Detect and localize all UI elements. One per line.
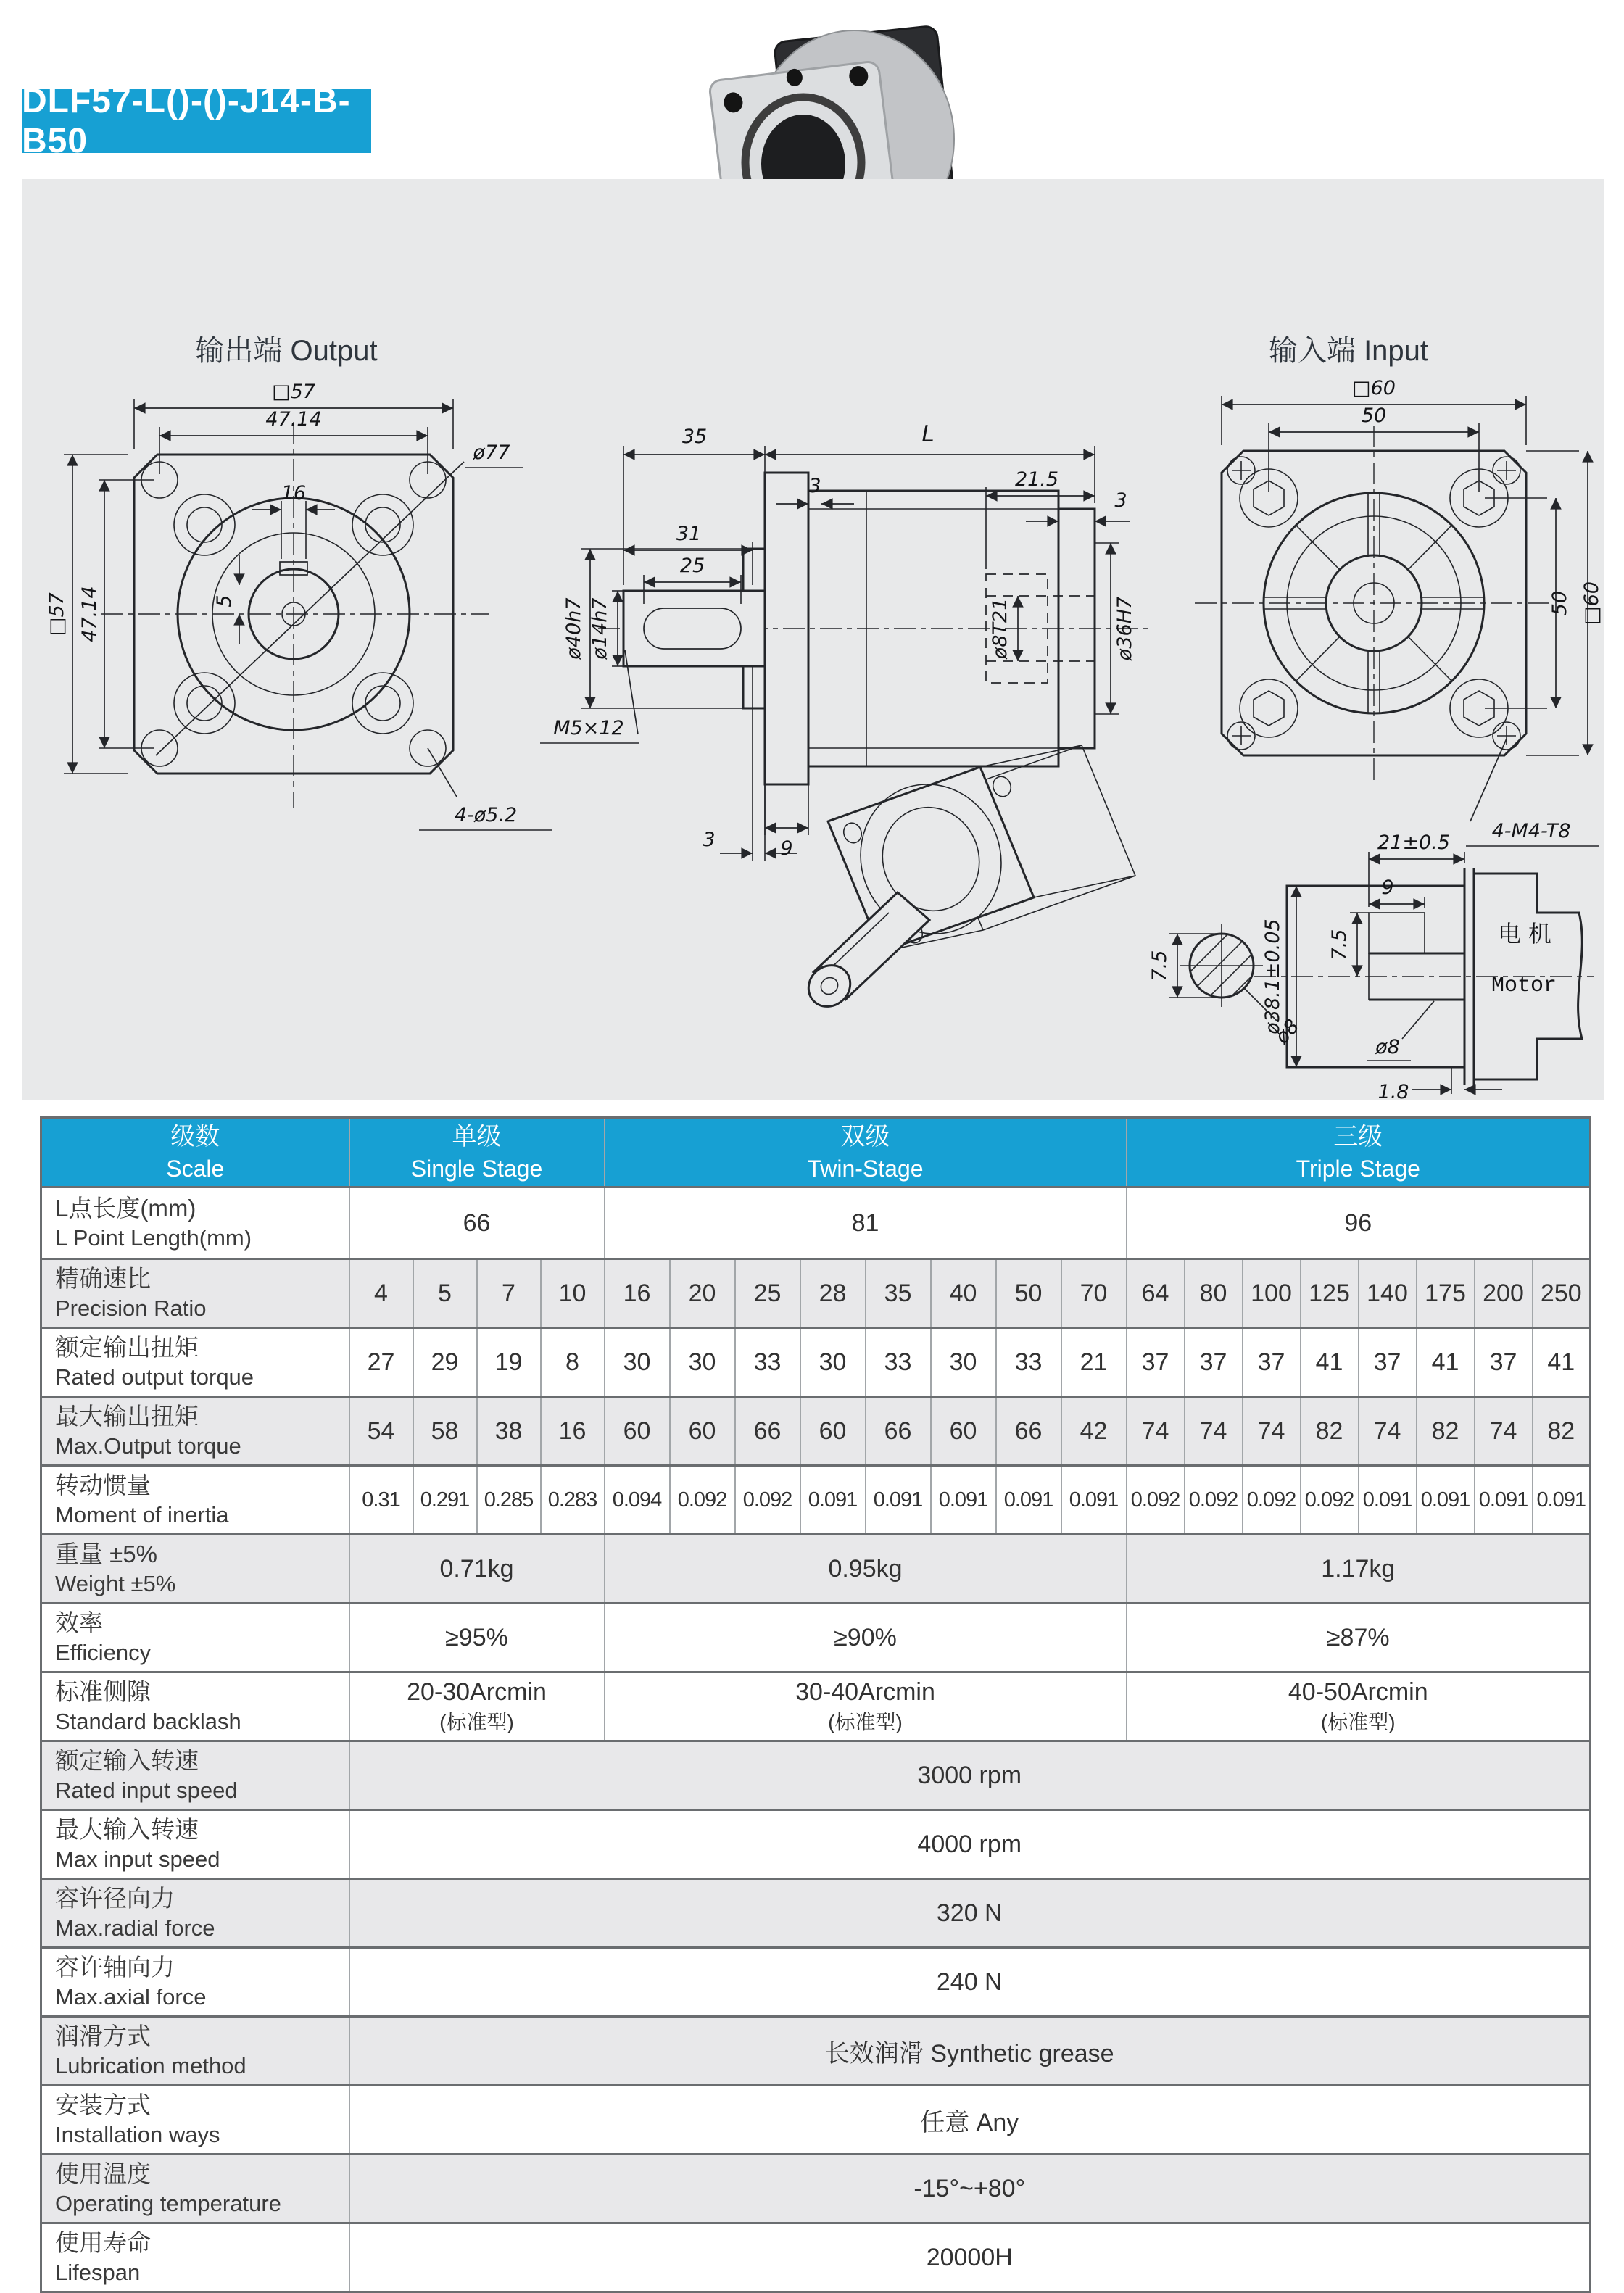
full-value-cell: 任意 Any <box>349 2086 1591 2155</box>
value-cell: 16 <box>605 1259 670 1328</box>
full-value-cell: -15°~+80° <box>349 2155 1591 2223</box>
value-cell: 50 <box>996 1259 1061 1328</box>
value-cell: 0.092 <box>670 1466 735 1535</box>
input-front-view <box>1195 377 1603 846</box>
group-value-cell: ≥87% <box>1127 1604 1591 1672</box>
value-cell: 0.091 <box>1475 1466 1533 1535</box>
value-cell: 0.092 <box>1243 1466 1301 1535</box>
side-section-view <box>540 421 1149 861</box>
value-cell: 64 <box>1127 1259 1185 1328</box>
spec-table <box>40 1116 1591 2293</box>
value-cell: 0.091 <box>996 1466 1061 1535</box>
group-value-cell: ≥90% <box>605 1604 1127 1672</box>
table-row <box>41 1187 1591 1259</box>
value-cell: 0.091 <box>800 1466 866 1535</box>
value-cell: 0.094 <box>605 1466 670 1535</box>
value-cell: 74 <box>1185 1397 1243 1466</box>
value-cell: 60 <box>605 1397 670 1466</box>
value-cell: 5 <box>413 1259 477 1328</box>
value-cell: 0.092 <box>1127 1466 1185 1535</box>
value-cell: 0.092 <box>1185 1466 1243 1535</box>
value-cell: 74 <box>1359 1397 1417 1466</box>
group-value-cell: 96 <box>1127 1187 1591 1259</box>
dim-sec-31: 31 <box>676 523 702 545</box>
row-label: 安装方式 Installation ways <box>41 2086 349 2155</box>
dim-sec-m5x12: M5×12 <box>553 717 624 739</box>
table-row <box>41 1741 1591 1810</box>
value-cell: 41 <box>1417 1328 1475 1397</box>
value-cell: 175 <box>1417 1259 1475 1328</box>
value-cell: 16 <box>541 1397 605 1466</box>
value-cell: 0.091 <box>1417 1466 1475 1535</box>
value-cell: 35 <box>866 1259 931 1328</box>
dim-input-screws: 4-M4-T8 <box>1491 820 1571 842</box>
value-cell: 0.091 <box>1061 1466 1127 1535</box>
full-value-cell: 3000 rpm <box>349 1741 1591 1810</box>
table-row <box>41 1672 1591 1741</box>
header-scale: 级数 Scale <box>41 1118 349 1187</box>
value-cell: 27 <box>349 1328 413 1397</box>
table-row <box>41 2086 1591 2155</box>
table-row <box>41 1466 1591 1535</box>
dim-det-21: 21±0.5 <box>1378 832 1450 854</box>
output-section-title: 输出端 Output <box>195 335 378 367</box>
value-cell: 38 <box>477 1397 541 1466</box>
dim-sec-25: 25 <box>679 555 705 577</box>
dim-sec-3c: 3 <box>703 829 716 851</box>
output-front-view <box>46 381 552 830</box>
value-cell: 0.091 <box>1533 1466 1591 1535</box>
dim-input-50-top: 50 <box>1361 405 1387 427</box>
dim-input-50-right: 50 <box>1549 590 1571 616</box>
value-cell: 30 <box>605 1328 670 1397</box>
value-cell: 0.291 <box>413 1466 477 1535</box>
value-cell: 82 <box>1301 1397 1359 1466</box>
group-value-cell: ≥95% <box>349 1604 605 1672</box>
header-group-0: 单级 Single Stage <box>349 1118 605 1187</box>
value-cell: 37 <box>1475 1328 1533 1397</box>
motor-label-en: Motor <box>1491 974 1557 998</box>
dim-sec-dia8t21: ø8T21 <box>989 597 1011 660</box>
drawing-panel <box>22 179 1604 1100</box>
value-cell: 0.091 <box>866 1466 931 1535</box>
value-cell: 33 <box>735 1328 800 1397</box>
table-row <box>41 1328 1591 1397</box>
value-cell: 41 <box>1301 1328 1359 1397</box>
value-cell: 66 <box>735 1397 800 1466</box>
value-cell: 0.092 <box>1301 1466 1359 1535</box>
value-cell: 30 <box>931 1328 996 1397</box>
full-value-cell: 长效润滑 Synthetic grease <box>349 2017 1591 2086</box>
row-label: 最大输入转速 Max input speed <box>41 1810 349 1879</box>
row-label: 使用温度 Operating temperature <box>41 2155 349 2223</box>
value-cell: 4 <box>349 1259 413 1328</box>
value-cell: 37 <box>1359 1328 1417 1397</box>
technical-drawings <box>22 179 1604 1100</box>
row-label: 额定输入转速 Rated input speed <box>41 1741 349 1810</box>
row-label: 容许轴向力 Max.axial force <box>41 1948 349 2017</box>
dim-det-75: 7.5 <box>1328 929 1351 961</box>
dim-output-4714-top: 47.14 <box>265 408 322 431</box>
dim-det-9: 9 <box>1381 876 1394 899</box>
full-value-cell: 320 N <box>349 1879 1591 1948</box>
value-cell: 74 <box>1243 1397 1301 1466</box>
table-row <box>41 1259 1591 1328</box>
header-group-1: 双级 Twin-Stage <box>605 1118 1127 1187</box>
value-cell: 66 <box>996 1397 1061 1466</box>
dim-output-holes: 4-ø5.2 <box>454 804 518 826</box>
table-row <box>41 1879 1591 1948</box>
table-row <box>41 2223 1591 2292</box>
dim-det-18: 1.8 <box>1378 1081 1409 1100</box>
table-header-row <box>41 1118 1591 1187</box>
table-row <box>41 1810 1591 1879</box>
dim-sec-L: L <box>921 421 935 447</box>
value-cell: 33 <box>866 1328 931 1397</box>
value-cell: 30 <box>800 1328 866 1397</box>
dim-det-75b: 7.5 <box>1148 950 1171 982</box>
value-cell: 29 <box>413 1328 477 1397</box>
value-cell: 0.091 <box>931 1466 996 1535</box>
dim-output-dia77: ø77 <box>473 441 510 464</box>
value-cell: 21 <box>1061 1328 1127 1397</box>
dim-det-dia381: ø38.1±0.05 <box>1262 919 1284 1034</box>
value-cell: 74 <box>1475 1397 1533 1466</box>
row-label: 效率 Efficiency <box>41 1604 349 1672</box>
dim-sec-3b: 3 <box>1114 489 1127 512</box>
group-value-cell: 66 <box>349 1187 605 1259</box>
row-label: 额定输出扭矩 Rated output torque <box>41 1328 349 1397</box>
table-row <box>41 1948 1591 2017</box>
table-row <box>41 2155 1591 2223</box>
value-cell: 0.283 <box>541 1466 605 1535</box>
dim-sec-dia36h7: ø36H7 <box>1114 596 1136 661</box>
group-value-cell: 0.71kg <box>349 1535 605 1604</box>
value-cell: 0.31 <box>349 1466 413 1535</box>
dim-det-dia8: ø8 <box>1375 1036 1400 1058</box>
table-row <box>41 2017 1591 2086</box>
value-cell: 60 <box>931 1397 996 1466</box>
value-cell: 41 <box>1533 1328 1591 1397</box>
value-cell: 30 <box>670 1328 735 1397</box>
dim-output-16: 16 <box>281 482 307 505</box>
row-label: 重量 ±5% Weight ±5% <box>41 1535 349 1604</box>
value-cell: 25 <box>735 1259 800 1328</box>
value-cell: 100 <box>1243 1259 1301 1328</box>
dim-output-5: 5 <box>213 594 236 608</box>
value-cell: 42 <box>1061 1397 1127 1466</box>
value-cell: 200 <box>1475 1259 1533 1328</box>
value-cell: 0.091 <box>1359 1466 1417 1535</box>
value-cell: 140 <box>1359 1259 1417 1328</box>
header-group-2: 三级 Triple Stage <box>1127 1118 1591 1187</box>
group-value-cell: 40-50Arcmin (标准型) <box>1127 1672 1591 1741</box>
row-label: 标准侧隙 Standard backlash <box>41 1672 349 1741</box>
value-cell: 37 <box>1127 1328 1185 1397</box>
group-value-cell: 20-30Arcmin (标准型) <box>349 1672 605 1741</box>
group-value-cell: 81 <box>605 1187 1127 1259</box>
motor-label-zh: 电机 <box>1497 921 1559 947</box>
value-cell: 37 <box>1185 1328 1243 1397</box>
table-row <box>41 1604 1591 1672</box>
row-label: 容许径向力 Max.radial force <box>41 1879 349 1948</box>
dim-sec-dia14h7: ø14h7 <box>589 597 611 660</box>
value-cell: 40 <box>931 1259 996 1328</box>
dim-sec-3a: 3 <box>808 475 821 497</box>
row-label: 最大输出扭矩 Max.Output torque <box>41 1397 349 1466</box>
row-label: 转动惯量 Moment of inertia <box>41 1466 349 1535</box>
group-value-cell: 1.17kg <box>1127 1535 1591 1604</box>
dim-sec-9: 9 <box>780 837 793 860</box>
value-cell: 80 <box>1185 1259 1243 1328</box>
value-cell: 33 <box>996 1328 1061 1397</box>
row-label: L点长度(mm) L Point Length(mm) <box>41 1187 349 1259</box>
dim-output-sq57-left: □57 <box>46 592 68 636</box>
value-cell: 0.092 <box>735 1466 800 1535</box>
value-cell: 70 <box>1061 1259 1127 1328</box>
dim-sec-215: 21.5 <box>1014 468 1059 491</box>
table-row <box>41 1397 1591 1466</box>
dim-sec-35: 35 <box>682 426 708 448</box>
model-title-badge: DLF57-L()-()-J14-B-B50 <box>22 89 371 153</box>
isometric-view <box>800 745 1135 1015</box>
value-cell: 0.285 <box>477 1466 541 1535</box>
value-cell: 8 <box>541 1328 605 1397</box>
dim-sec-dia40h7: ø40h7 <box>563 597 585 660</box>
value-cell: 7 <box>477 1259 541 1328</box>
value-cell: 58 <box>413 1397 477 1466</box>
full-value-cell: 240 N <box>349 1948 1591 2017</box>
group-value-cell: 0.95kg <box>605 1535 1127 1604</box>
group-value-cell: 30-40Arcmin (标准型) <box>605 1672 1127 1741</box>
value-cell: 54 <box>349 1397 413 1466</box>
row-label: 使用寿命 Lifespan <box>41 2223 349 2292</box>
value-cell: 82 <box>1417 1397 1475 1466</box>
motor-interface-detail <box>1148 832 1594 1100</box>
value-cell: 66 <box>866 1397 931 1466</box>
table-row <box>41 1535 1591 1604</box>
value-cell: 74 <box>1127 1397 1185 1466</box>
full-value-cell: 4000 rpm <box>349 1810 1591 1879</box>
value-cell: 20 <box>670 1259 735 1328</box>
value-cell: 60 <box>670 1397 735 1466</box>
dim-output-sq57-top: □57 <box>272 381 315 403</box>
value-cell: 82 <box>1533 1397 1591 1466</box>
value-cell: 125 <box>1301 1259 1359 1328</box>
value-cell: 37 <box>1243 1328 1301 1397</box>
value-cell: 28 <box>800 1259 866 1328</box>
input-section-title: 输入端 Input <box>1268 335 1429 367</box>
value-cell: 10 <box>541 1259 605 1328</box>
row-label: 精确速比 Precision Ratio <box>41 1259 349 1328</box>
dim-det-dia8b: ø8 <box>1270 1015 1304 1049</box>
value-cell: 19 <box>477 1328 541 1397</box>
full-value-cell: 20000H <box>349 2223 1591 2292</box>
dim-output-4714-left: 47.14 <box>78 586 101 642</box>
value-cell: 250 <box>1533 1259 1591 1328</box>
value-cell: 60 <box>800 1397 866 1466</box>
dim-input-sq60-top: □60 <box>1352 377 1396 399</box>
dim-input-sq60-right: □60 <box>1580 581 1603 625</box>
row-label: 润滑方式 Lubrication method <box>41 2017 349 2086</box>
